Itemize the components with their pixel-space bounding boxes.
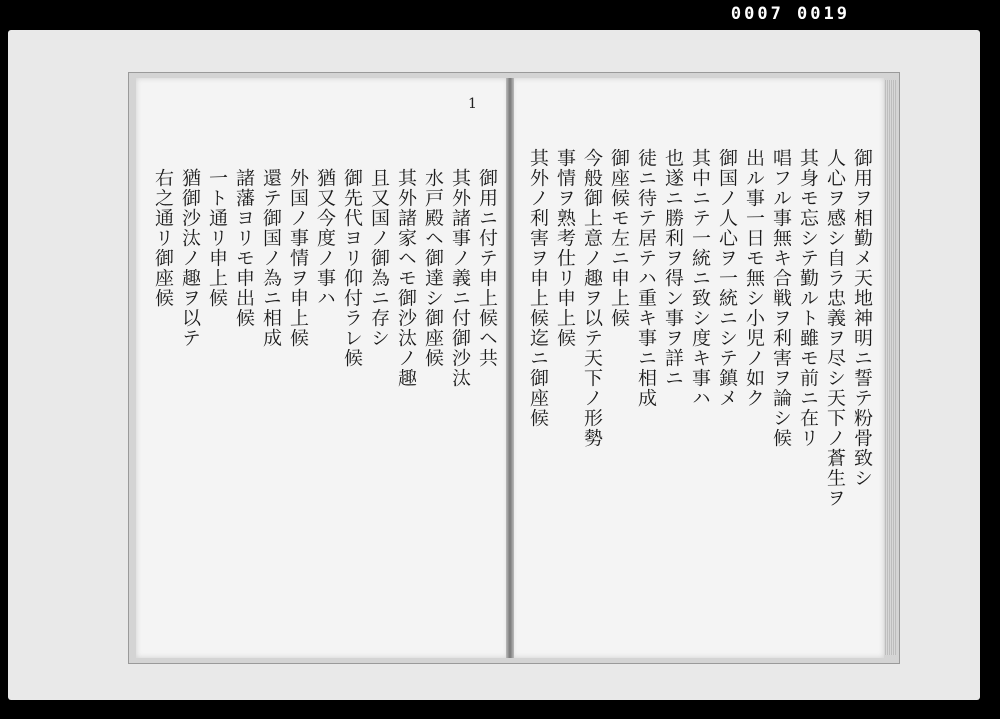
page-edges	[884, 80, 896, 655]
text-column: 事情ヲ熟考仕リ申上候	[554, 147, 576, 349]
text-column: 且又国ノ御為ニ存シ	[368, 167, 390, 349]
text-column: 御用ヲ相勤メ天地神明ニ誓テ粉骨致シ	[851, 147, 873, 489]
text-column: 右之通リ御座候	[152, 167, 174, 309]
left-page-text	[150, 168, 500, 628]
text-column: 水戸殿ヘ御達シ御座候	[422, 167, 444, 369]
text-column: 一ト通リ申上候	[206, 167, 228, 309]
text-column: 出ル事一日モ無シ小児ノ如ク	[743, 147, 765, 409]
right-page-text	[527, 147, 875, 633]
text-column: 其外諸事ノ義ニ付御沙汰	[449, 167, 471, 389]
film-frame-number: 0007 0019	[730, 4, 850, 24]
text-column: 外国ノ事情ヲ申上候	[287, 167, 309, 349]
page-mark: 1	[468, 96, 477, 112]
text-column: 還テ御国ノ為ニ相成	[260, 167, 282, 349]
text-column: 諸藩ヨリモ申出候	[233, 167, 255, 329]
text-column: 御先代ヨリ仰付ラレ候	[341, 167, 363, 369]
text-column: 御座候モ左ニ申上候	[608, 147, 630, 329]
book-gutter	[506, 78, 514, 658]
text-column: 御国ノ人心ヲ一統ニシテ鎮メ	[716, 147, 738, 409]
text-column: 徒ニ待テ居テハ重キ事ニ相成	[635, 147, 657, 409]
text-column: 御用ニ付テ申上候ヘ共	[476, 167, 498, 369]
text-column: 其中ニテ一統ニ致シ度キ事ハ	[689, 147, 711, 409]
text-column: 其身モ忘シテ勤ルト雖モ前ニ在リ	[797, 147, 819, 449]
text-column: 猶又今度ノ事ハ	[314, 167, 336, 309]
text-column: 其外諸家ヘモ御沙汰ノ趣	[395, 167, 417, 389]
text-column: 其外ノ利害ヲ申上候迄ニ御座候	[527, 147, 549, 429]
text-column: 人心ヲ感シ自ラ忠義ヲ尽シ天下ノ蒼生ヲ	[824, 147, 846, 509]
text-column: 猶御沙汰ノ趣ヲ以テ	[179, 167, 201, 349]
text-column: 也遂ニ勝利ヲ得ン事ヲ詳ニ	[662, 147, 684, 389]
text-column: 今般御上意ノ趣ヲ以テ天下ノ形勢	[581, 147, 603, 449]
text-column: 唱フル事無キ合戦ヲ利害ヲ論シ候	[770, 147, 792, 449]
